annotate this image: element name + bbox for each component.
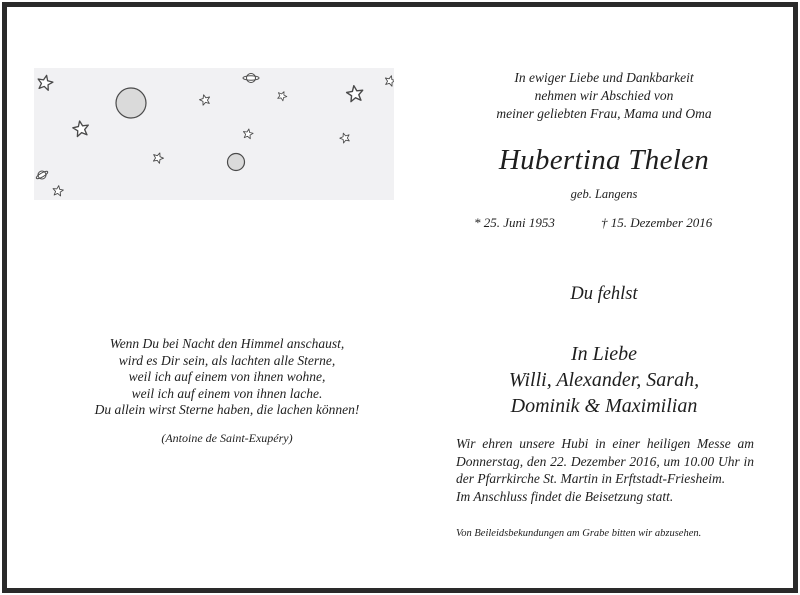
star-icon	[242, 128, 253, 139]
service-info	[456, 435, 754, 505]
poem-line: weil ich auf einem von ihnen wohne,	[128, 369, 326, 384]
intro-line: nehmen wir Abschied von	[534, 88, 674, 103]
moon-icon	[116, 88, 146, 118]
death-date: † 15. Dezember 2016	[601, 215, 713, 230]
mourners-names: Willi, Alexander, Sarah,	[508, 369, 700, 391]
night-sky-illustration	[34, 68, 394, 200]
poem-author: (Antoine de Saint-Exupéry)	[161, 431, 293, 445]
mourners	[454, 341, 754, 419]
poem-line: wird es Dir sein, als lachten alle Sterne,	[118, 352, 336, 368]
star-icon	[52, 185, 64, 196]
planet-icon	[35, 170, 48, 180]
star-icon	[152, 151, 165, 164]
birth-date: * 25. Juni 1953	[474, 215, 555, 230]
mourners-heading: In Liebe	[570, 343, 638, 365]
star-icon	[72, 120, 90, 137]
poem-line: Wenn Du bei Nacht den Himmel anschaust,	[109, 336, 345, 351]
condolence-note: Von Beileidsbekundungen am Grabe bitten wir abzusehen.	[456, 528, 702, 539]
star-icon	[276, 90, 288, 102]
poem	[27, 336, 427, 419]
star-icon	[36, 74, 54, 91]
obituary-card	[2, 2, 798, 593]
deceased-name: Hubertina Thelen	[498, 144, 710, 176]
motto: Du fehlst	[570, 284, 638, 304]
intro-text	[454, 69, 754, 123]
mourners-names: Dominik & Maximilian	[510, 395, 698, 417]
planet-icon	[243, 74, 259, 83]
intro-line: meiner geliebten Frau, Mama und Oma	[496, 106, 712, 121]
sky-drawing	[34, 68, 394, 200]
poem-line: weil ich auf einem von ihnen lache.	[131, 385, 323, 401]
poem-line: Du allein wirst Sterne haben, die lachen können!	[94, 402, 360, 417]
star-icon	[384, 74, 394, 86]
moon-icon	[228, 154, 245, 171]
burial-text: Im Anschluss findet die Beisetzung statt.	[456, 488, 674, 504]
maiden-name: geb. Langens	[570, 187, 638, 201]
star-icon	[339, 132, 351, 144]
star-icon	[199, 93, 212, 105]
service-text: Wir ehren unsere Hubi in einer heiligen Messe am Donnerstag, den 22. Dezember 2016, um 10.00 Uhr in der Pfarrkirche St. Martin in Erftstadt-Friesheim.	[456, 436, 754, 486]
intro-line: In ewiger Liebe und Dankbarkeit	[514, 70, 694, 85]
star-icon	[346, 85, 364, 103]
